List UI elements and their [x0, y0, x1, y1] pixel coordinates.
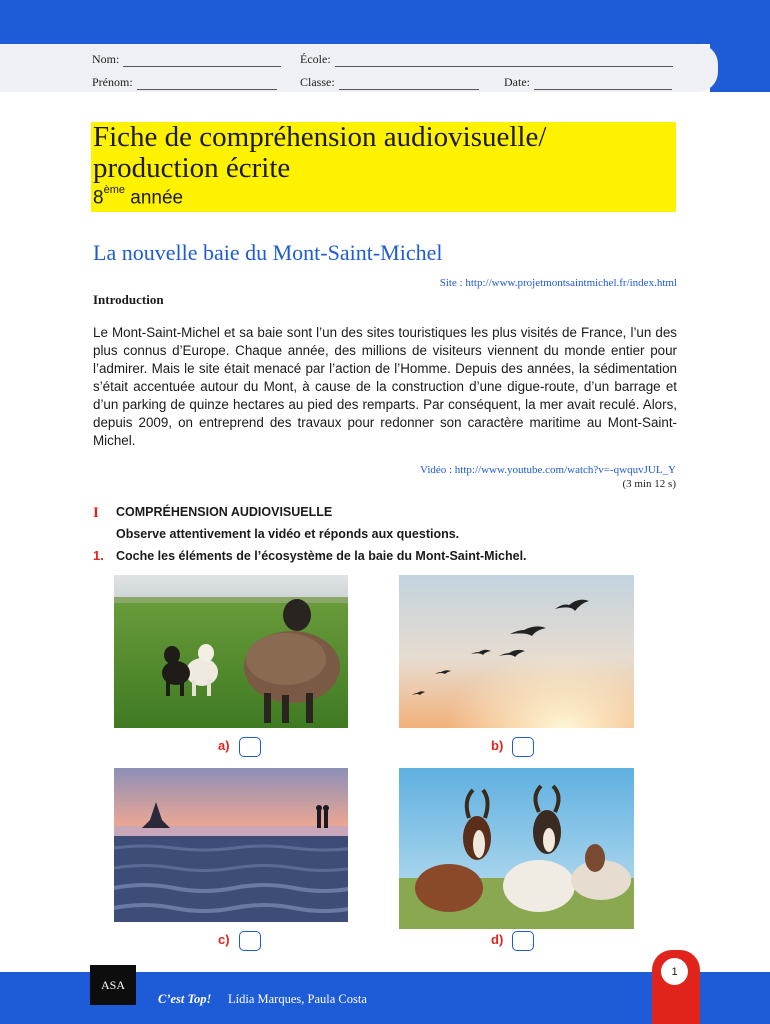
sheep-meadow-photo [114, 575, 348, 728]
publisher-logo: ASA [90, 965, 136, 1005]
mont-saint-michel-bay-photo [114, 768, 348, 922]
question-number: 1. [93, 548, 104, 563]
option-c-checkbox[interactable] [239, 931, 261, 951]
date-label: Date: [504, 75, 530, 89]
grade-word: année [124, 187, 184, 209]
nom-line[interactable] [123, 57, 281, 67]
nom-field[interactable] [92, 52, 281, 67]
title-box [91, 122, 676, 212]
top-band-corner [710, 0, 770, 92]
page-subtitle: La nouvelle baie du Mont-Saint-Michel [93, 240, 443, 265]
top-band [0, 0, 770, 44]
page-number: 1 [661, 958, 688, 985]
date-field[interactable] [504, 75, 672, 90]
intro-heading: Introduction [93, 292, 164, 307]
footer-authors: Lídia Marques, Paula Costa [228, 992, 367, 1006]
prenom-label: Prénom: [92, 75, 133, 89]
section-number: I [93, 505, 99, 521]
nom-label: Nom: [92, 52, 120, 66]
option-b-checkbox[interactable] [512, 737, 534, 757]
classe-field[interactable] [300, 75, 479, 90]
classe-label: Classe: [300, 75, 335, 89]
ecole-line[interactable] [335, 57, 673, 67]
option-b-label: b) [491, 738, 504, 753]
footer-brand: C’est Top! [158, 992, 212, 1006]
video-duration: (3 min 12 s) [622, 478, 676, 490]
title-line-1: Fiche de compréhension audiovisuelle/ [93, 121, 547, 153]
ecole-field[interactable] [300, 52, 673, 67]
grade-number: 8 [93, 187, 104, 209]
question-text: Coche les éléments de l’écosystème de la baie du Mont-Saint-Michel. [116, 549, 527, 563]
option-a-label: a) [218, 738, 230, 753]
ecole-label: École: [300, 52, 331, 66]
grade-sup: ème [103, 184, 125, 196]
grade-label [93, 184, 676, 209]
title-line-2: production écrite [93, 152, 291, 184]
video-link[interactable]: Vidéo : http://www.youtube.com/watch?v=-qwquvJUL_Y [420, 464, 676, 476]
section-instruction: Observe attentivement la vidéo et réponds aux questions. [116, 527, 460, 541]
intro-paragraph: Le Mont-Saint-Michel et sa baie sont l’un des sites touristiques les plus visités de France, l’un des plus connus d’Europe. Chaque année, des millions de visiteurs viennent du monde entier pour l’admirer. Mais le site était menacé par l’action de l’Homme. Depuis des années, la sédimentation s’était accentuée autour du Mont, à cause de la construction d’une digue-route, d’un barrage et d’un parking de quinze hectares au pied des remparts. Par conséquent, la mer avait reculé. Alors, depuis 2009, on entreprend des travaux pour redonner son caractère maritime au Mont-Saint-Michel. [93, 325, 677, 448]
option-d-label: d) [491, 932, 504, 947]
site-link[interactable]: Site : http://www.projetmontsaintmichel.fr/index.html [439, 277, 677, 289]
prenom-line[interactable] [137, 80, 277, 90]
option-c-label: c) [218, 932, 230, 947]
goats-photo [399, 768, 634, 929]
prenom-field[interactable] [92, 75, 277, 90]
date-line[interactable] [534, 80, 672, 90]
section-title: COMPRÉHENSION AUDIOVISUELLE [116, 505, 333, 519]
birds-sunset-photo [399, 575, 634, 728]
classe-line[interactable] [339, 80, 479, 90]
option-a-checkbox[interactable] [239, 737, 261, 757]
option-d-checkbox[interactable] [512, 931, 534, 951]
